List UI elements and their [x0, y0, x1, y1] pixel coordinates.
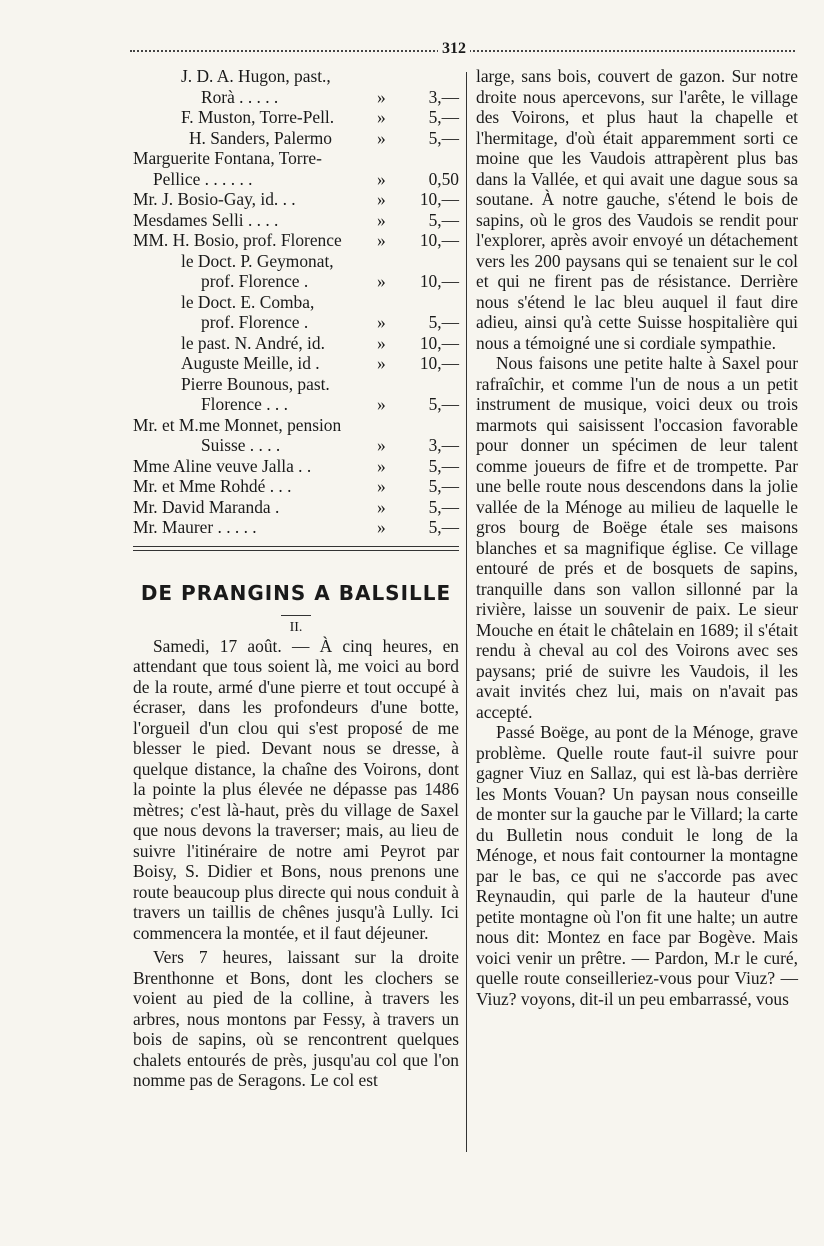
- subscriber-name: H. Sanders, Palermo: [189, 127, 332, 148]
- ditto-mark: »: [377, 271, 386, 291]
- subscription-row: [133, 87, 459, 108]
- subscriber-name: J. D. A. Hugon, past.,: [181, 66, 331, 86]
- ditto-mark: »: [377, 332, 386, 353]
- subscription-amount: 5,—: [428, 455, 459, 476]
- right-column: [476, 66, 798, 1009]
- subscription-amount: 5,—: [428, 394, 459, 414]
- ditto-mark: »: [377, 476, 386, 496]
- subscriber-name: Mr. David Maranda .: [133, 496, 280, 517]
- subscriber-name: le past. N. André, id.: [181, 332, 325, 353]
- subscription-row: [133, 189, 459, 210]
- subscription-amount: 10,—: [419, 332, 459, 353]
- subscription-amount: 0,50: [428, 168, 459, 189]
- ditto-mark: »: [377, 496, 386, 517]
- subscription-amount: 10,—: [419, 353, 459, 373]
- ditto-mark: »: [377, 517, 386, 537]
- subscription-row: [133, 128, 459, 149]
- subscriber-name: Florence . . .: [201, 394, 288, 414]
- subscriber-name: Marguerite Fontana, Torre-: [133, 148, 322, 168]
- left-paragraph-2: Vers 7 heures, laissant sur la droite Brenthonne et Bons, dont les clochers se voient au pied de la colline, à travers les arbres, nous montons par Fessy, à travers un bois de sapins, où se rencontrent quelques chalets entourés de près, jusqu'au col que l'on nomme pas de Seragons. Le col est: [133, 947, 459, 1090]
- ditto-mark: »: [377, 312, 386, 332]
- subscriber-name: le Doct. P. Geymonat,: [181, 250, 334, 271]
- subscriber-name: MM. H. Bosio, prof. Florence: [133, 230, 342, 250]
- ditto-mark: »: [377, 189, 386, 209]
- left-column: [133, 66, 459, 1091]
- subscription-amount: 5,—: [428, 127, 459, 148]
- subscriber-name: Mme Aline veuve Jalla . .: [133, 455, 312, 476]
- column-divider: [466, 72, 467, 1152]
- subscriber-name: prof. Florence .: [201, 312, 309, 332]
- subscription-row: [133, 107, 459, 128]
- subscription-row: [133, 374, 459, 395]
- subscription-row: [133, 271, 459, 292]
- subscriber-name: Pierre Bounous, past.: [181, 373, 330, 394]
- subscription-amount: 10,—: [419, 189, 459, 209]
- subscription-row: [133, 476, 459, 497]
- title-rule: [281, 615, 311, 616]
- subscription-row: [133, 251, 459, 272]
- subscriber-name: Rorà . . . . .: [201, 86, 279, 107]
- subscription-row: [133, 435, 459, 456]
- right-paragraph-1: large, sans bois, couvert de gazon. Sur notre droite nous apercevons, sur l'arête, le village des Voirons, et plus haut la chapelle et l'hermitage, d'où était apparemment sorti ce moine que les Vaudois attrapèrent plus bas dans la Vallée, et qui avait une dague sous sa soutane. À notre gauche, s'étend le bois de sapins, où le gros des Vaudois se rendit pour l'explorer, après avoir envoyé un détachement vers les 200 paysans qui se tenaient sur le col et qui ne firent pas de résistance. Derrière nous s'étend le lac bleu auquel il faut dire adieu, ainsi qu'à cette Suisse hospitalière qui nous a témoigné une si cordiale sympathie.: [476, 66, 798, 353]
- subscription-row: [133, 230, 459, 251]
- subscription-row: [133, 497, 459, 518]
- subscriber-name: Pellice . . . . . .: [153, 168, 253, 189]
- subscription-amount: 3,—: [428, 86, 459, 107]
- ditto-mark: »: [377, 455, 386, 476]
- subscription-amount: 3,—: [428, 435, 459, 455]
- right-paragraph-3: Passé Boëge, au pont de la Ménoge, grave problème. Quelle route faut-il suivre pour gagner Viuz en Sallaz, qui est là-bas derrière les Monts Vouan? Un paysan nous conseille de monter sur la gauche par le Villard; la carte du Bulletin nous conduit le long de la Ménoge, et nous fait contourner la montagne par le bas, ce qui ne s'accorde pas avec Reynaudin, qui parle de la hauteur d'une petite montagne où l'on fit une halte; un autre nous dit: Montez en face par Bogève. Mais voici venir un prêtre. — Pardon, M.r le curé, quelle route conseilleriez-vous pour Viuz? — Viuz? voyons, dit-il un peu embarrassé, vous: [476, 722, 798, 1009]
- ditto-mark: »: [377, 107, 386, 127]
- ditto-mark: »: [377, 209, 386, 230]
- subscription-list: [133, 66, 459, 538]
- subscription-row: [133, 415, 459, 436]
- subscription-row: [133, 66, 459, 87]
- ditto-mark: »: [377, 86, 386, 107]
- subscription-row: [133, 333, 459, 354]
- subscriber-name: F. Muston, Torre-Pell.: [181, 107, 335, 127]
- subscriber-name: Mr. et M.me Monnet, pension: [133, 414, 342, 435]
- subscription-row: [133, 517, 459, 538]
- section-title: DE PRANGINS A BALSILLE: [140, 580, 452, 605]
- list-end-rule: [133, 546, 459, 551]
- ditto-mark: »: [377, 353, 386, 373]
- subscription-row: [133, 456, 459, 477]
- subscription-amount: 10,—: [419, 271, 459, 291]
- subscriber-name: Suisse . . . .: [201, 435, 281, 455]
- subscriber-name: Auguste Meille, id .: [181, 353, 320, 373]
- ditto-mark: »: [377, 435, 386, 455]
- subscription-row: [133, 210, 459, 231]
- subscriber-name: Mesdames Selli . . . .: [133, 209, 279, 230]
- subscriber-name: prof. Florence .: [201, 271, 309, 291]
- subscription-amount: 5,—: [428, 312, 459, 332]
- subscription-row: [133, 312, 459, 333]
- ditto-mark: »: [377, 230, 386, 250]
- subscription-amount: 5,—: [428, 209, 459, 230]
- ditto-mark: »: [377, 127, 386, 148]
- subscriber-name: Mr. et Mme Rohdé . . .: [133, 476, 292, 496]
- subscription-row: [133, 394, 459, 415]
- subscription-amount: 5,—: [428, 496, 459, 517]
- subscription-amount: 5,—: [428, 476, 459, 496]
- subscriber-name: le Doct. E. Comba,: [181, 291, 315, 312]
- page-number: 312: [438, 40, 470, 58]
- ditto-mark: »: [377, 168, 386, 189]
- subscription-amount: 5,—: [428, 517, 459, 537]
- section-number: II.: [289, 619, 303, 635]
- subscription-amount: 10,—: [419, 230, 459, 250]
- left-paragraph-1: Samedi, 17 août. — À cinq heures, en attendant que tous soient là, me voici au bord de la route, armé d'une pierre et tout occupé à écraser, dans les profondeurs d'une botte, l'orgueil d'un clou qui s'est proposé de me blesser le pied. Devant nous se dresse, à quelque distance, la chaîne des Voirons, dont la pointe la plus élevée ne dépasse pas 1486 mètres; c'est là-haut, près du village de Saxel que nous devons la traverser; mais, au lieu de suivre l'itinéraire de notre ami Peyrot par Boisy, S. Didier et Bons, nous prenons une route beaucoup plus directe qui nous conduit à travers un taillis de chênes jusqu'à Lully. Ici commencera la montée, et il faut déjeuner.: [133, 635, 459, 943]
- subscription-amount: 5,—: [428, 107, 459, 127]
- subscription-row: [133, 169, 459, 190]
- subscription-row: [133, 353, 459, 374]
- ditto-mark: »: [377, 394, 386, 414]
- subscription-row: [133, 148, 459, 169]
- subscriber-name: Mr. Maurer . . . . .: [133, 517, 257, 537]
- subscription-row: [133, 292, 459, 313]
- subscriber-name: Mr. J. Bosio-Gay, id. . .: [133, 189, 296, 209]
- right-paragraph-2: Nous faisons une petite halte à Saxel pour rafraîchir, et comme l'un de nous a un petit instrument de musique, voici deux ou trois marmots qui saisissent l'occasion favorable pour donner un spécimen de leur talent comme joueurs de fifre et de trompette. Par une belle route nous descendons dans la jolie vallée de la Ménoge au milieu de laquelle le gros bourg de Boëge étale ses maisons blanches et sa magnifique église. Ce village entouré de prés et de bosquets de sapins, tranquille dans son vallon sillonné par la rivière, laisse un souvenir de paix. Le sieur Mouche en était le châtelain en 1689; il s'était rendu à cheval au col des Voirons avec ses paysans; prié de suivre les Vaudois, il les avait invités chez lui, mais on n'avait pas accepté.: [476, 353, 798, 722]
